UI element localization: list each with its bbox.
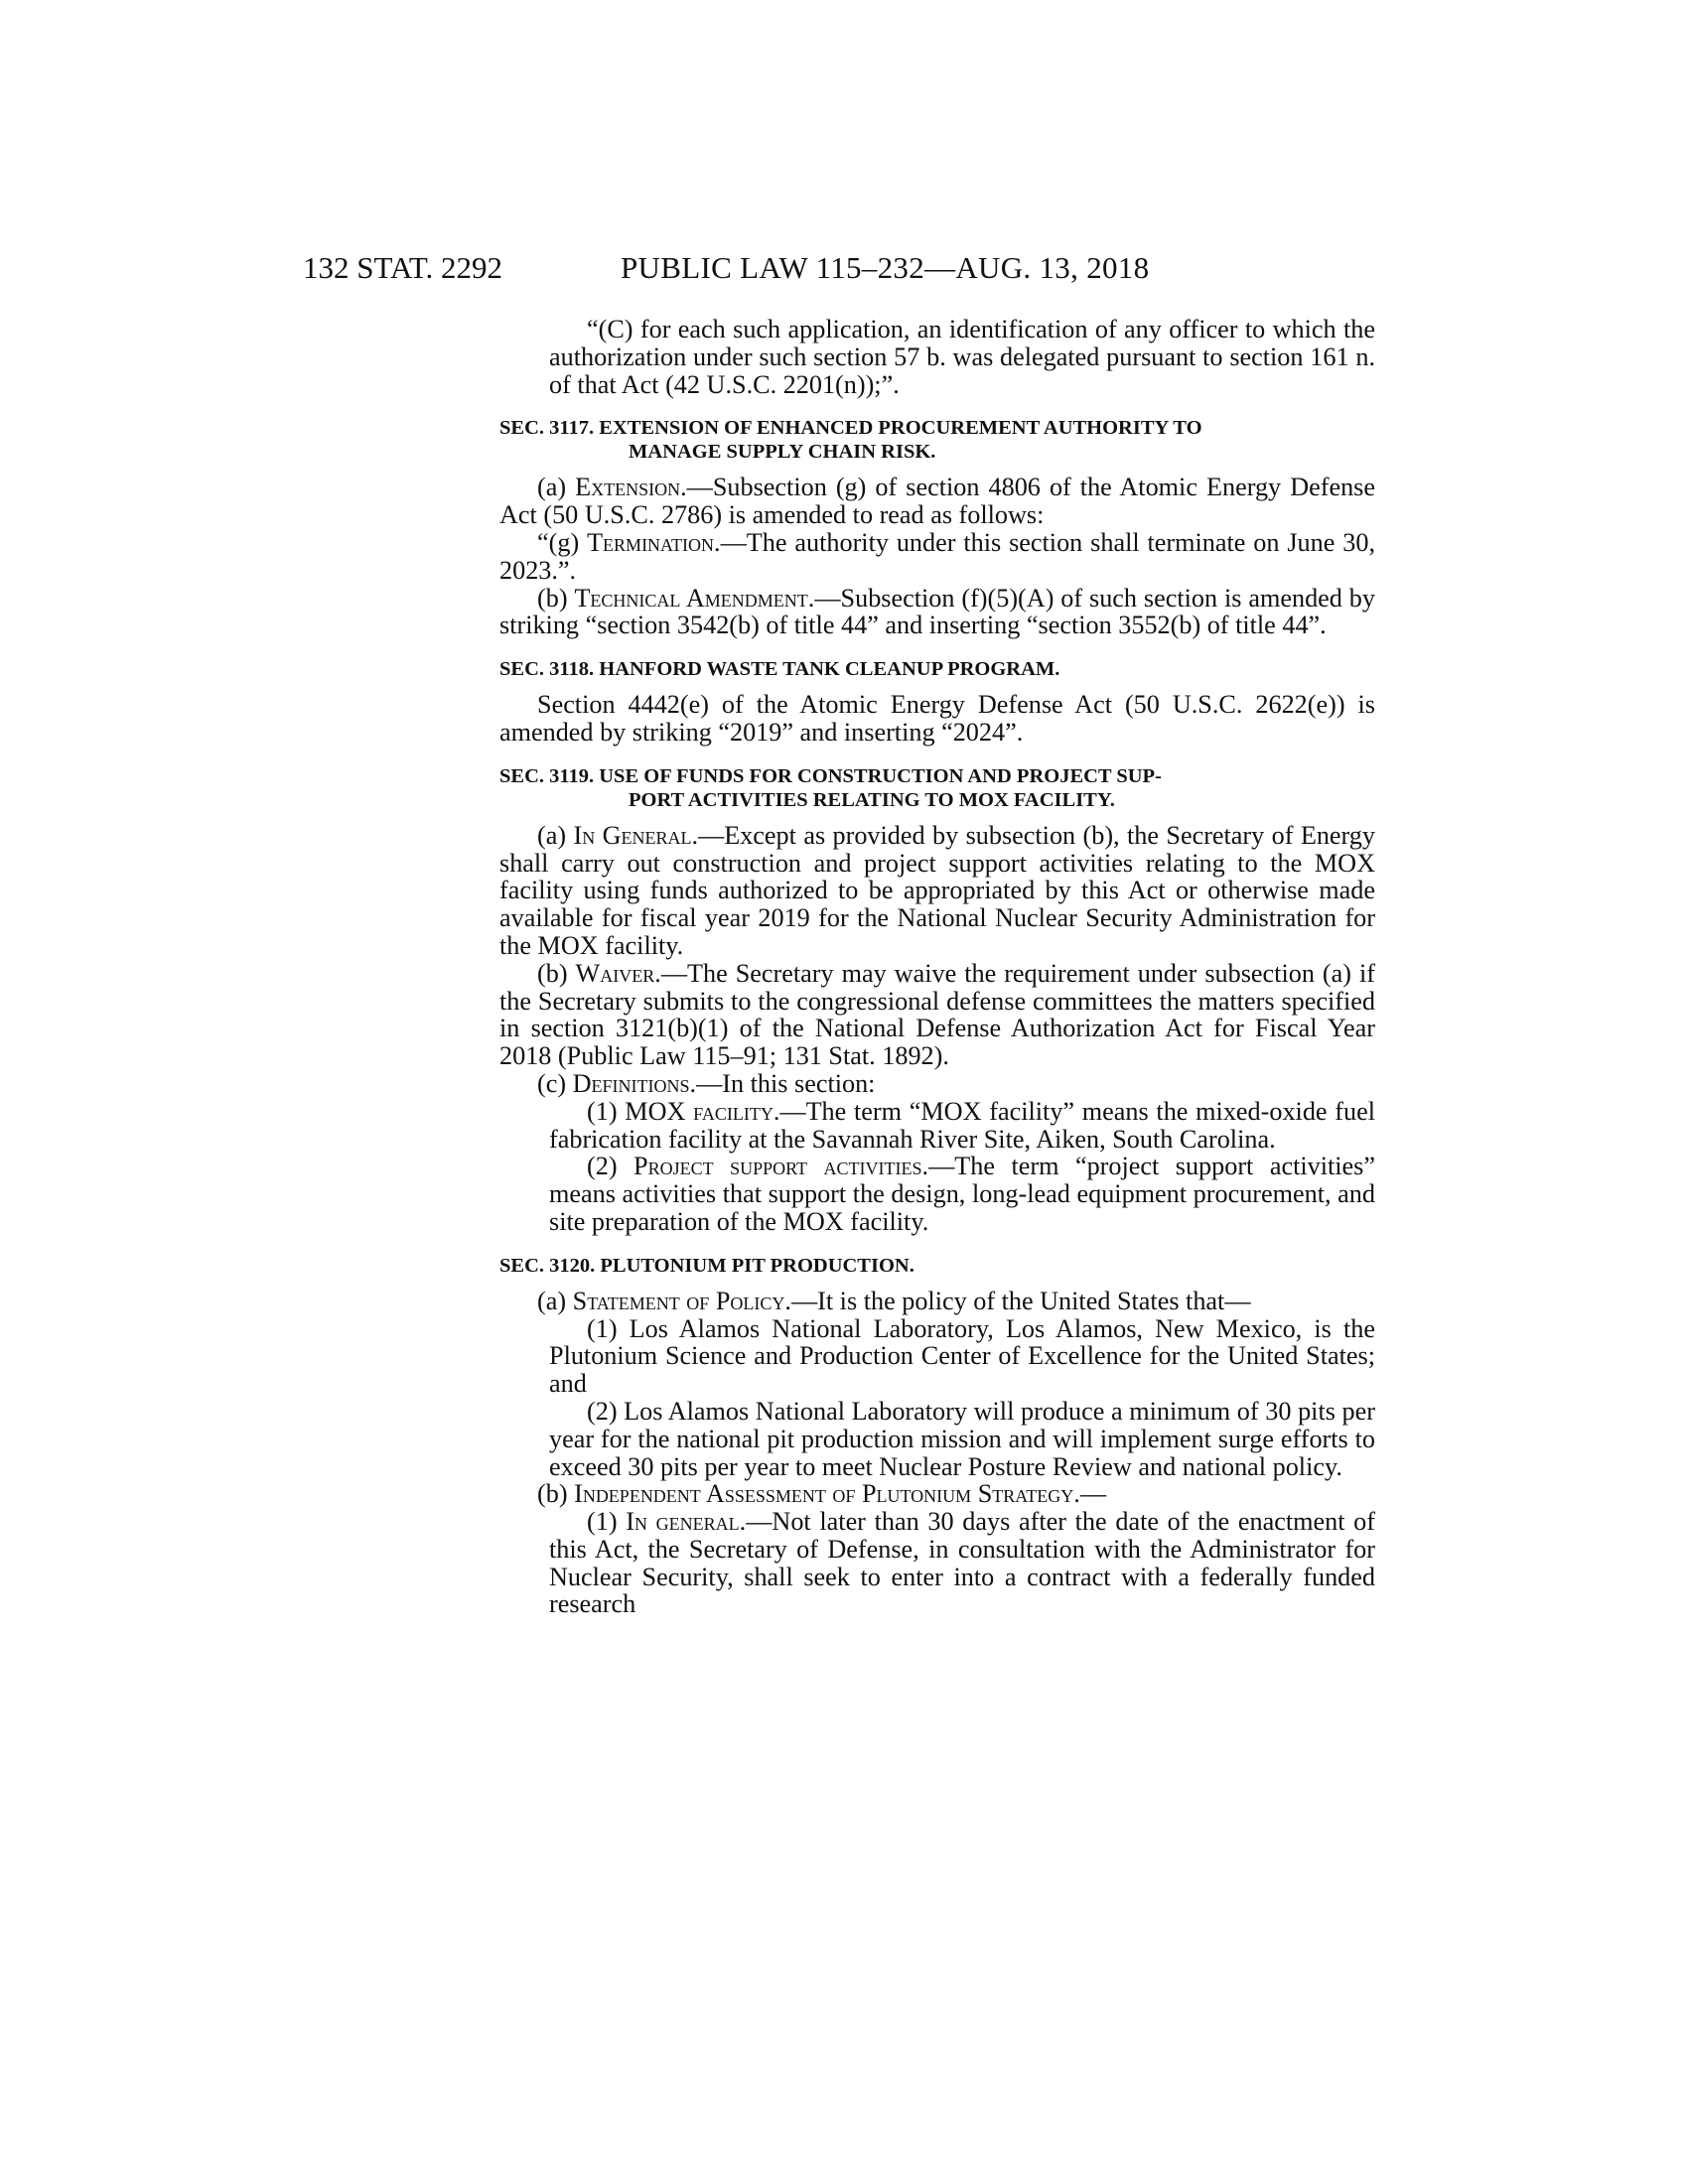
sec-3117-quoted-subsection-g: “(g) Termination.—The authority under this section shall terminate on June 30, 2023.”.: [499, 527, 1375, 585]
sec-3119-paragraph-c1: (1) MOX facility.—The term “MOX facility” means the mixed-oxide fuel fabrication facility at the Savannah River Site, Aiken, South Carolina.: [549, 1096, 1375, 1154]
sec-3120-subsection-b: (b) Independent Assessment of Plutonium Strategy.—: [537, 1479, 1107, 1509]
sec-3117-subsection-a: (a) Extension.—Subsection (g) of section 4806 of the Atomic Energy Defense Act (50 U.S.C. 2786) is amended to read as follows:: [499, 473, 1375, 530]
sec-3119-subsection-a: (a) In General.—Except as provided by subsection (b), the Secretary of Energy shall carry out construction and project support activities relating to the MOX facility using funds authorized to be appropriated by this Act or otherwise made available for fiscal year 2019 for the National Nuclear Security Administration for the MOX facility.: [499, 820, 1375, 960]
running-head: [0, 248, 1688, 288]
sec-3120-paragraph-a2: (2) Los Alamos National Laboratory will produce a minimum of 30 pits per year for the national pit production mission and will implement surge efforts to exceed 30 pits per year to meet Nuclear Posture Review and national policy.: [549, 1396, 1375, 1481]
section-3117-title: SEC. 3117. EXTENSION OF ENHANCED PROCUREMENT AUTHORITY TO MANAGE SUPPLY CHAIN RISK.: [499, 417, 1202, 464]
stat-citation: 132 STAT. 2292: [303, 250, 503, 285]
sec-3120-paragraph-b1: (1) In general.—Not later than 30 days after the date of the enactment of this Act, the Secretary of Defense, in consultation with the Administrator for Nuclear Security, shall seek to enter into a contract with a federally funded research: [549, 1507, 1375, 1619]
sec-3120-subsection-a: (a) Statement of Policy.—It is the policy of the United States that—: [537, 1286, 1251, 1315]
sec-3119-subsection-c: (c) Definitions.—In this section:: [537, 1068, 876, 1098]
sec-3119-paragraph-c2: (2) Project support activities.—The term “project support activities” means activities that support the design, long-lead equipment procurement, and site preparation of the MOX facility.: [549, 1152, 1375, 1236]
sec-3117-subsection-b: (b) Technical Amendment.—Subsection (f)(5)(A) of such section is amended by striking “section 3542(b) of title 44” and inserting “section 3552(b) of title 44”.: [499, 583, 1375, 640]
public-law-citation: PUBLIC LAW 115–232—AUG. 13, 2018: [621, 250, 1150, 285]
continuation-clause-c: “(C) for each such application, an identification of any officer to which the authorization under such section 57 b. was delegated pursuant to section 161 n. of that Act (42 U.S.C. 2201(n));”.: [549, 315, 1375, 399]
section-3119-title: SEC. 3119. USE OF FUNDS FOR CONSTRUCTION AND PROJECT SUP- PORT ACTIVITIES RELATING TO MOX FACILITY.: [499, 764, 1162, 811]
sec-3120-paragraph-a1: (1) Los Alamos National Laboratory, Los Alamos, New Mexico, is the Plutonium Science and Production Center of Excellence for the United States; and: [549, 1313, 1375, 1399]
sec-3119-subsection-b: (b) Waiver.—The Secretary may waive the requirement under subsection (a) if the Secretary submits to the congressional defense committees the matters specified in section 3121(b)(1) of the National Defense Authorization Act for Fiscal Year 2018 (Public Law 115–91; 131 Stat. 1892).: [499, 958, 1375, 1071]
bill-text: [499, 316, 1375, 1618]
section-3118-title: SEC. 3118. HANFORD WASTE TANK CLEANUP PROGRAM.: [499, 658, 1060, 681]
section-3120-title: SEC. 3120. PLUTONIUM PIT PRODUCTION.: [499, 1254, 914, 1277]
sec-3118-text: Section 4442(e) of the Atomic Energy Defense Act (50 U.S.C. 2622(e)) is amended by striking “2019” and inserting “2024”.: [499, 690, 1375, 747]
